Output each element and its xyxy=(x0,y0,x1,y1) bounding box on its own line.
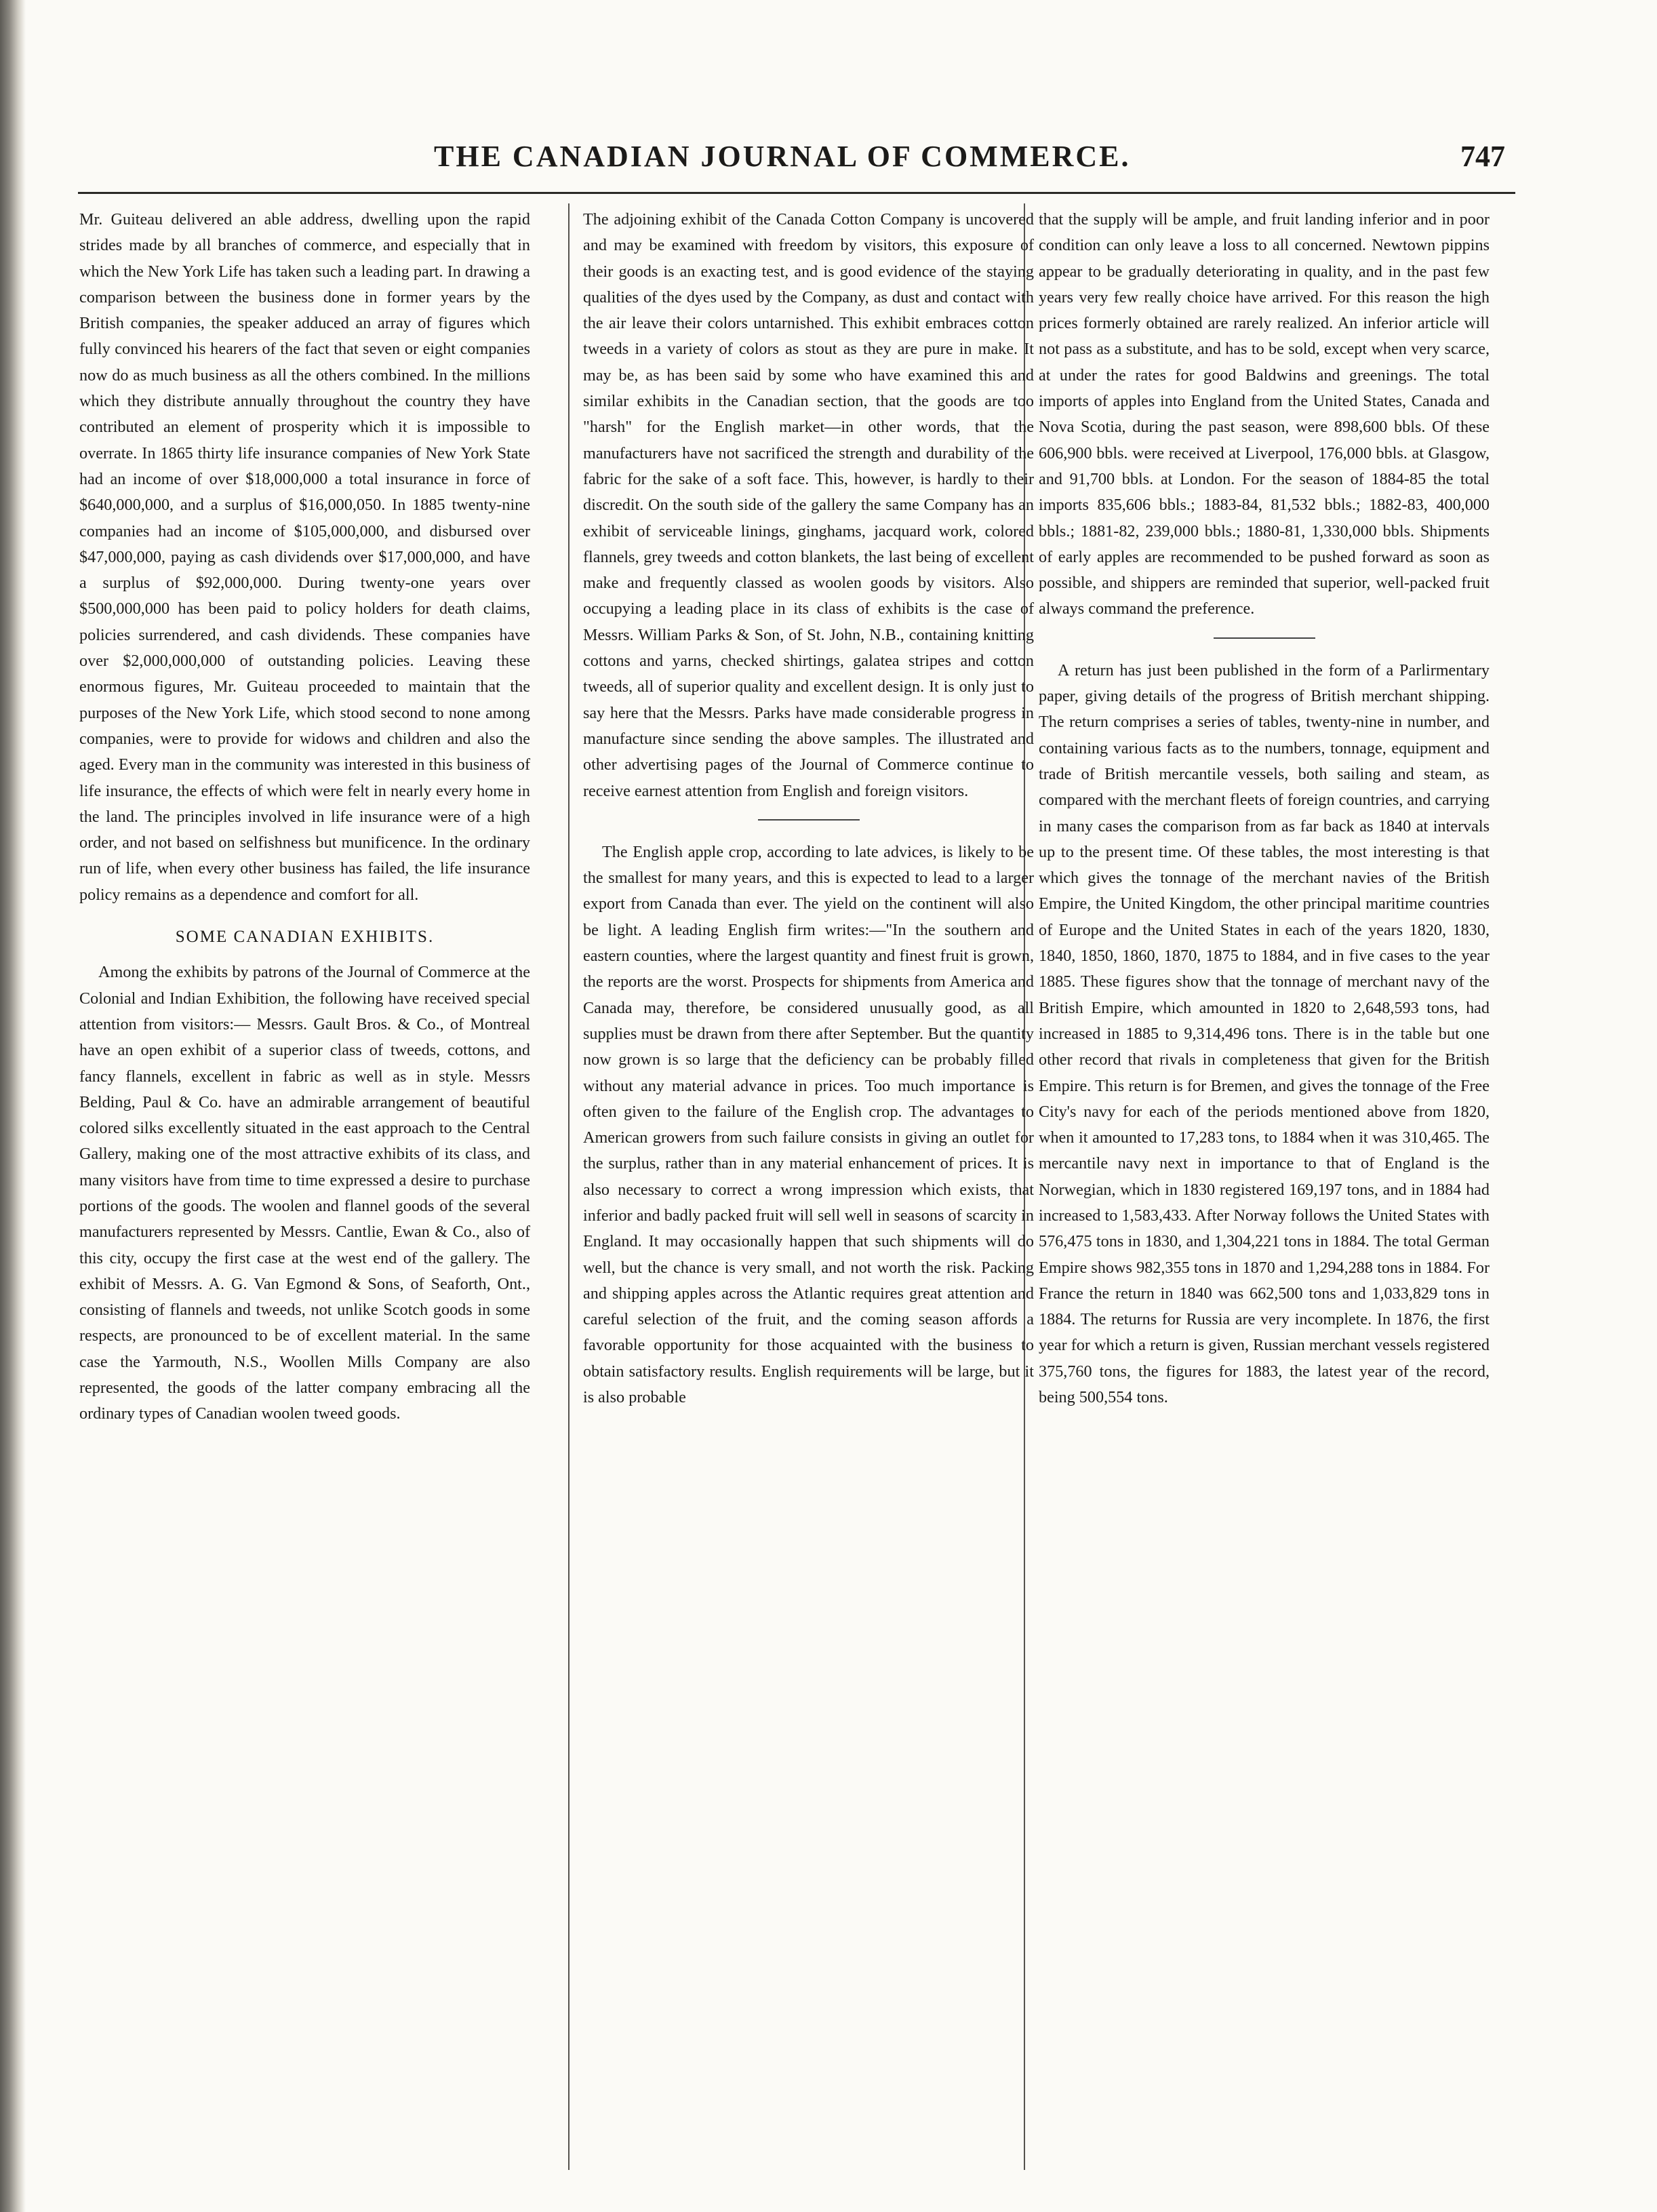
article-paragraph: Among the exhibits by patrons of the Journal of Commerce at the Colonial and Indian Exhibition, the following have received special attention from visitors:— Messrs. Gault Bros. & Co., of Montreal have an open exhibit of a superior class of tweeds, cottons, and fancy flannels, excellent in fabric as well as in style. Messrs Belding, Paul & Co. have an admirable arrangement of beautiful colored silks excellently situated in the east approach to the Central Gallery, making one of the most attractive exhibits of its class, and many visitors have from time to time expressed a desire to purchase portions of the goods. The woolen and flannel goods of the several manufacturers represented by Messrs. Cantlie, Ewan & Co., also of this city, occupy the first case at the west end of the gallery. The exhibit of Messrs. A. G. Van Egmond & Sons, of Seaforth, Ont., consisting of flannels and tweeds, not unlike Scotch goods in some respects, are pronounced to be of excellent material. In the same case the Yarmouth, N.S., Woollen Mills Company are also represented, the goods of the latter company embracing all the ordinary types of Canadian woolen tweed goods. xyxy=(79,963,530,1423)
column-divider xyxy=(568,203,570,2170)
page-binding-shadow xyxy=(0,0,26,2212)
article-paragraph: that the supply will be ample, and fruit landing inferior and in poor condition can only leave a loss to all concerned. Newtown pippins appear to be gradually deteriorating in quality, and in the past few years very few really choice have arrived. For this reason the high prices formerly obtained are rarely realized. An inferior article will not pass as a substitute, and has to be sold, except when very scarce, at under the rates for good Baldwins and greenings. The total imports of apples into England from the United States, Canada and Nova Scotia, during the past season, were 898,600 bbls. Of these 606,900 bbls. were received at Liverpool, 176,000 bbls. at Glasgow, and 91,700 bbls. at London. For the season of 1884-85 the total imports 835,606 bbls.; 1883-84, 81,532 bbls.; 1882-83, 400,000 bbls.; 1881-82, 239,000 bbls.; 1880-81, 1,330,000 bbls. Shipments of early apples are recommended to be pushed forward as soon as possible, and shippers are reminded that superior, well-packed fruit always command the preference. xyxy=(1039,210,1490,618)
page-header xyxy=(434,139,1505,186)
section-divider xyxy=(1214,637,1315,639)
article-paragraph: Mr. Guiteau delivered an able address, dwelling upon the rapid strides made by all branches of commerce, and especially that in which the New York Life has taken such a leading part. In drawing a comparison between the business done in former years by the British companies, the speaker adduced an array of figures which fully convinced his hearers of the fact that seven or eight companies now do as much business as all the others combined. In the millions which they distribute annually throughout the country they have contributed an element of prosperity which it is impossible to overrate. In 1865 thirty life insurance companies of New York State had an income of over $18,000,000 a total insurance in force of $640,000,000, and a surplus of $16,000,050. In 1885 twenty-nine companies had an income of $105,000,000, and disbursed over $47,000,000, paying as cash dividends over $17,000,000, and have a surplus of $92,000,000. During twenty-one years over $500,000,000 has been paid to policy holders for death claims, policies surrendered, and cash dividends. These companies have over $2,000,000,000 of outstanding policies. Leaving these enormous figures, Mr. Guiteau proceeded to maintain that the purposes of the New York Life, which stood second to none among companies, were to provide for widows and children and also the aged. Every man in the community was interested in this business of life insurance, the effects of which were felt in nearly every home in the land. The principles involved in life insurance were of a high order, and not based on selfishness but munificence. In the ordinary run of life, when every other business has failed, the life insurance policy remains as a dependence and comfort for all. xyxy=(79,210,530,904)
article-paragraph: A return has just been published in the form of a Parlirmentary paper, giving details of the progress of British merchant shipping. The return comprises a series of tables, twenty-nine in number, and containing various facts as to the numbers, tonnage, equipment and trade of British mercantile vessels, both sailing and steam, as compared with the merchant fleets of foreign countries, and carrying in many cases the comparison from as far back as 1840 at intervals up to the present time. Of these tables, the most interesting is that which gives the tonnage of the merchant navies of the British Empire, the United Kingdom, the other principal maritime countries of Europe and the United States in each of the years 1820, 1830, 1840, 1850, 1860, 1870, 1875 to 1884, and in five cases to the year 1885. These figures show that the tonnage of merchant navy of the British Empire, which amounted in 1820 to 2,648,593 tons, had increased in 1885 to 9,314,496 tons. There is in the table but one other record that rivals in completeness that given for the British Empire. This return is for Bremen, and gives the tonnage of the Free City's navy for each of the periods mentioned above from 1820, when it amounted to 17,283 tons, to 1884 when it was 310,465. The mercantile navy next in importance to that of England is the Norwegian, which in 1830 registered 169,197 tons, and in 1884 had increased to 1,583,433. After Norway follows the United States with 576,475 tons in 1830, and 1,304,221 tons in 1884. The total German Empire shows 982,355 tons in 1870 and 1,294,288 tons in 1884. For France the return in 1840 was 662,500 tons and 1,033,829 tons in 1884. The returns for Russia are very incomplete. In 1876, the first year for which a return is given, Russian merchant vessels registered 375,760 tons, the figures for 1883, the latest year of the record, being 500,554 tons. xyxy=(1039,660,1490,1407)
article-paragraph: The adjoining exhibit of the Canada Cotton Company is uncovered and may be examined with freedom by visitors, this exposure of their goods is an exacting test, and is good evidence of the staying qualities of the dyes used by the Company, as dust and contact with the air leave their colors untarnished. This exhibit embraces cotton tweeds in a variety of colors as stout as they are pure in make. It may be, as has been said by some who have examined this and similar exhibits in the Canadian section, that the goods are too "harsh" for the English market—in other words, that the manufacturers have not sacrificed the strength and durability of the fabric for the sake of a soft face. This, however, is hardly to their discredit. On the south side of the gallery the same Company has an exhibit of serviceable linings, ginghams, jacquard work, colored flannels, grey tweeds and cotton blankets, the last being of excellent make and frequently classed as woolen goods by visitors. Also occupying a leading place in its class of exhibits is the case of Messrs. William Parks & Son, of St. John, N.B., containing knitting cottons and yarns, checked shirtings, galatea stripes and cotton tweeds, all of superior quality and excellent design. It is only just to say here that the Messrs. Parks have made considerable progress in manufacture since sending the above samples. The illustrated and other advertising pages of the Journal of Commerce continue to receive earnest attention from English and foreign visitors. xyxy=(583,210,1034,800)
section-heading: SOME CANADIAN EXHIBITS. xyxy=(175,928,435,947)
page-number: 747 xyxy=(1460,140,1505,173)
journal-title: THE CANADIAN JOURNAL OF COMMERCE. xyxy=(434,140,1131,173)
header-rule xyxy=(78,192,1515,194)
column-2 xyxy=(583,207,1034,1410)
column-3 xyxy=(1039,207,1490,1410)
section-divider xyxy=(758,819,860,821)
column-1 xyxy=(79,207,530,1427)
article-paragraph: The English apple crop, according to late advices, is likely to be the smallest for many years, and this is expected to lead to a larger export from Canada than ever. The yield on the continent will also be light. A leading English firm writes:—"In the southern and eastern counties, where the largest quantity and finest fruit is grown, the reports are the worst. Prospects for shipments from America and Canada may, therefore, be considered unusually good, as all supplies must be drawn from there after September. But the quantity now grown is so large that the deficiency can be probably filled without any material advance in prices. Too much importance is often given to the failure of the English crop. The advantages to American growers from such failure consists in giving an outlet for the surplus, rather than in any material enhancement of prices. It is also necessary to correct a wrong impression which exists, that inferior and badly packed fruit will sell well in seasons of scarcity in England. It may occasionally happen that such shipments will do well, but the chance is very small, and not worth the risk. Packing and shipping apples across the Atlantic requires great attention and careful selection of the fruit, and the coming season affords a favorable opportunity for those acquainted with the business to obtain satisfactory results. English requirements will be large, but it is also probable xyxy=(583,842,1034,1407)
